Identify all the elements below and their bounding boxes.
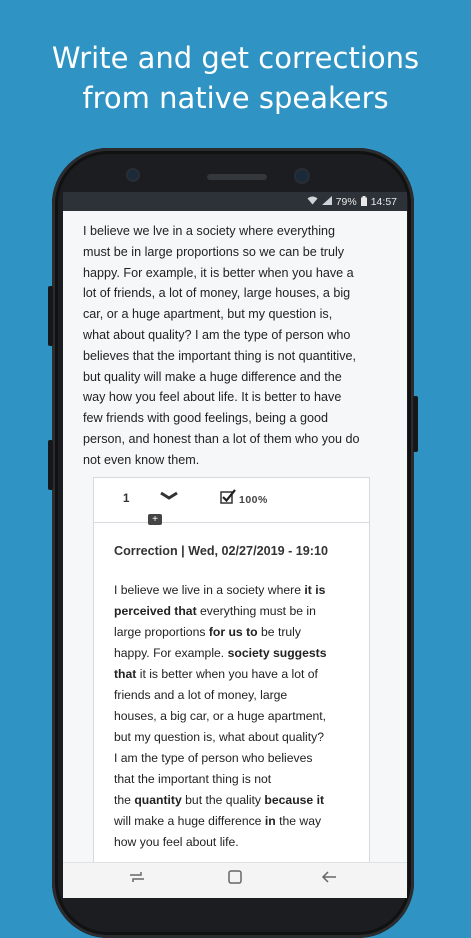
correction-highlight: society suggests [227,646,327,660]
correction-line [114,748,364,769]
correction-line [114,601,364,622]
back-icon[interactable] [317,870,341,890]
essay-line: not even know them. [83,452,200,467]
correction-line [114,790,364,811]
phone-side-button-left-2 [48,440,53,490]
correction-line [114,706,364,727]
correction-segment: large proportions [114,625,209,639]
correction-segment: the [114,793,135,807]
correction-segment: but the quality [181,793,265,807]
correction-segment: houses, a big car, or a huge apartment, [114,709,327,723]
essay-line: must be in large proportions so we can be truly [83,244,345,259]
essay-line: what about quality? I am the type of person who [83,327,351,342]
correction-line [114,664,364,685]
correction-line [114,832,364,853]
correction-highlight: for us to [208,625,258,639]
correction-highlight: in [264,814,276,828]
correction-highlight: it is [304,583,326,597]
essay-line: way how you feel about life. It is better to have [83,390,342,405]
essay-line: happy. For example, it is better when you have a [83,265,354,280]
accuracy-percent: 100% [239,494,268,506]
correction-line [114,643,364,664]
essay-line: but quality will make a huge difference and the [83,369,342,384]
correction-highlight: that [114,667,137,681]
essay-text [83,221,387,471]
phone-speaker [207,174,267,180]
correction-toolbar [94,478,369,523]
android-nav-bar [63,862,407,898]
correction-highlight: because it [264,793,325,807]
promo-headline [0,38,471,118]
correction-segment: will make a huge difference [114,814,265,828]
add-comment-badge[interactable]: + [148,514,162,525]
correction-segment: the way [275,814,322,828]
recent-apps-icon[interactable] [125,870,149,890]
correction-segment: but my question is, what about quality? [114,730,325,744]
essay-line: I believe we lve in a society where everything [83,224,336,238]
signal-icon [322,196,332,207]
correction-title: Correction | Wed, 02/27/2019 - 19:10 [114,544,328,558]
correction-line [114,580,364,601]
correction-text [114,580,364,853]
checkbox-checked-icon[interactable] [220,489,236,510]
correction-segment: I am the type of person who believes [114,751,313,765]
correction-segment: be truly [257,625,301,639]
correction-segment: how you feel about life. [114,835,239,849]
correction-line [114,685,364,706]
phone-side-button-right [413,396,418,452]
correction-card [93,477,370,863]
correction-segment: happy. For example. [114,646,228,660]
essay-line: believes that the important thing is not quantitive, [83,348,357,363]
status-bar [63,192,407,211]
phone-screen [63,192,407,898]
home-icon[interactable] [223,870,247,890]
correction-segment: friends and a lot of money, large [114,688,288,702]
phone-side-button-left [48,286,53,346]
correction-line [114,769,364,790]
chevron-down-icon[interactable] [160,488,178,506]
correction-segment: everything must be in [196,604,316,618]
essay-line: car, or a huge apartment, but my question is, [83,307,333,322]
essay-line: few friends with good feelings, being a good [83,411,329,426]
headline-line-1: Write and get corrections [51,41,420,75]
essay-line: person, and honest than a lot of them who you do [83,431,360,446]
wifi-icon [307,196,318,207]
correction-line [114,727,364,748]
correction-segment: that the important thing is not [114,772,272,786]
battery-percent: 79% [335,195,357,208]
headline-line-2: from native speakers [82,81,389,115]
status-time: 14:57 [370,195,397,208]
post-content[interactable] [63,211,407,863]
correction-segment: it is better when you have a lot of [136,667,318,681]
correction-highlight: perceived that [114,604,197,618]
sensor-icon [296,170,308,182]
correction-segment: I believe we live in a society where [114,583,305,597]
correction-line [114,811,364,832]
essay-line: lot of friends, a lot of money, large houses, a big [83,286,351,301]
correction-highlight: quantity [134,793,182,807]
correction-line [114,622,364,643]
correction-count: 1 [123,493,130,505]
front-camera-icon [128,170,138,180]
battery-icon [361,196,367,208]
